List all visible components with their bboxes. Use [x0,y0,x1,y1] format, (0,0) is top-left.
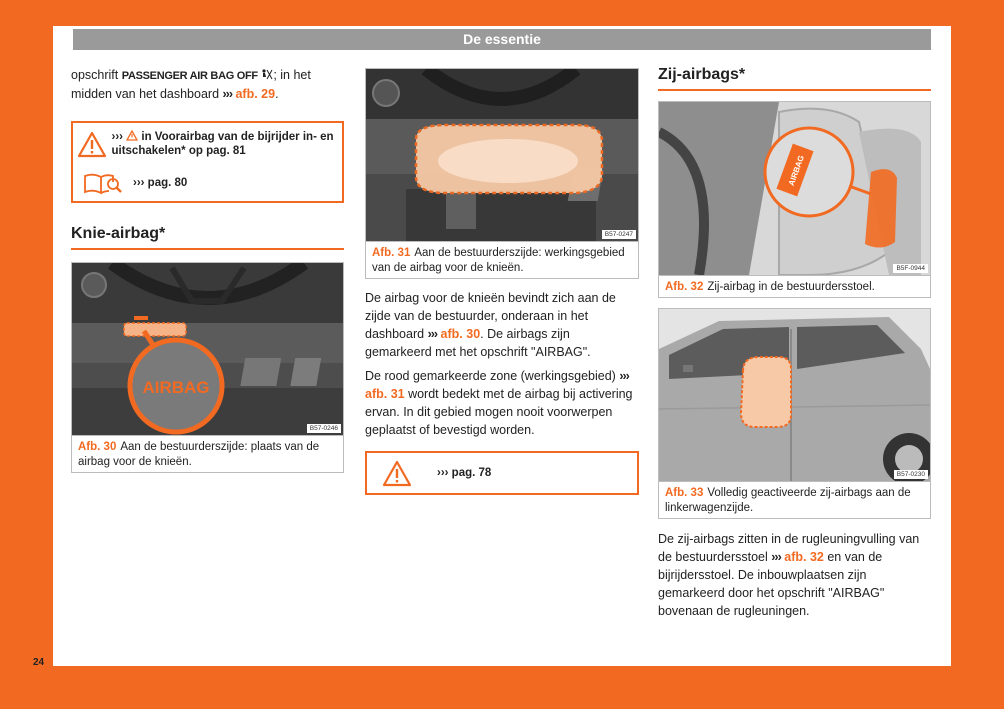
column-middle [365,68,639,495]
side-airbag-paragraph: De zij-airbags zitten in de rugleuningvulling van de bestuurdersstoel ››› afb. 32 en van de bijrijdersstoel. De inbouwplaatsen zijn gemarkeerd door het opschrift "AIRBAG" bovenaan de rugleuningen. [658,532,920,618]
figure-32-caption: Afb. 32 Zij-airbag in de bestuurdersstoel. [659,275,930,300]
column-right [658,66,931,620]
figure-30 [71,262,344,473]
airbag-seat-label: AIRBAG [786,154,807,187]
figure-33 [658,308,931,519]
figure-30-caption: Afb. 30 Aan de bestuurderszijde: plaats van de airbag voor de knieën. [72,435,343,475]
figure-31 [365,68,639,279]
knee-airbag-paragraph-2: De rood gemarkeerde zone (werkingsgebied) ››› afb. 31 wordt bedekt met de airbag bij activering ervan. In dit gebied mogen nooit voorwerpen geplaatst of bevestigd worden. [365,369,633,437]
page [53,26,951,666]
figure-31-caption: Afb. 31 Aan de bestuurderszijde: werkingsgebied van de airbag voor de knieën. [366,241,638,281]
warning-icon-small [126,130,138,141]
ref-afb-32[interactable]: afb. 32 [784,550,824,564]
knee-airbag-paragraph-1: De airbag voor de knieën bevindt zich aan de zijde van de bestuurder, onderaan in het dashboard ››› afb. 30. De airbags zijn gemarkeerd met het opschrift "AIRBAG". [365,291,616,359]
figure-code: B5F-0944 [893,264,928,273]
note-box-references [71,121,344,203]
passenger-airbag-off-label: PASSENGER AIR BAG OFF [121,70,258,82]
figure-31-image [366,69,638,241]
section-title-side-airbags: Zij-airbags* [658,66,931,91]
ref-afb-30[interactable]: afb. 30 [440,327,481,341]
note-link-page-80[interactable]: ››› pag. 80 [133,177,188,189]
figure-code: B57-0230 [894,470,928,479]
ref-afb-29[interactable]: afb. 29 [235,87,276,101]
warning-icon [77,131,107,158]
page-number: 24 [33,657,45,668]
header-bar: De essentie [73,29,931,50]
figure-33-caption: Afb. 33 Volledig geactiveerde zij-airbags aan de linkerwagenzijde. [659,481,930,521]
figure-32-image [659,102,930,275]
knee-airbag-area-illustration [366,69,638,241]
figure-30-image [72,263,343,435]
note-link-page-78[interactable]: ››› pag. 78 [437,467,492,479]
side-airbag-car-illustration [659,309,930,481]
column-left [71,66,344,473]
airbag-overlay-label: AIRBAG [142,378,210,397]
figure-32 [658,101,931,298]
figure-code: B57-0247 [602,230,636,239]
note-box-page-78 [365,451,639,495]
book-magnifier-icon [83,170,123,196]
intro-paragraph: opschrift PASSENGER AIR BAG OFF ; in het midden van het dashboard ››› afb. 29. [71,68,311,101]
side-airbag-seat-illustration [659,102,930,275]
figure-code: B57-0246 [307,424,341,433]
figure-33-image [659,309,930,481]
ref-afb-31[interactable]: afb. 31 [365,387,405,401]
note-link-airbag-switch[interactable]: ››› in Voorairbag van de bijrijder in- en uitschakelen* op pag. 81 [111,131,334,157]
section-title-knee-airbag: Knie-airbag* [71,225,344,250]
passenger-airbag-off-icon [261,69,273,80]
knee-airbag-illustration [72,263,343,435]
warning-icon [382,460,412,487]
